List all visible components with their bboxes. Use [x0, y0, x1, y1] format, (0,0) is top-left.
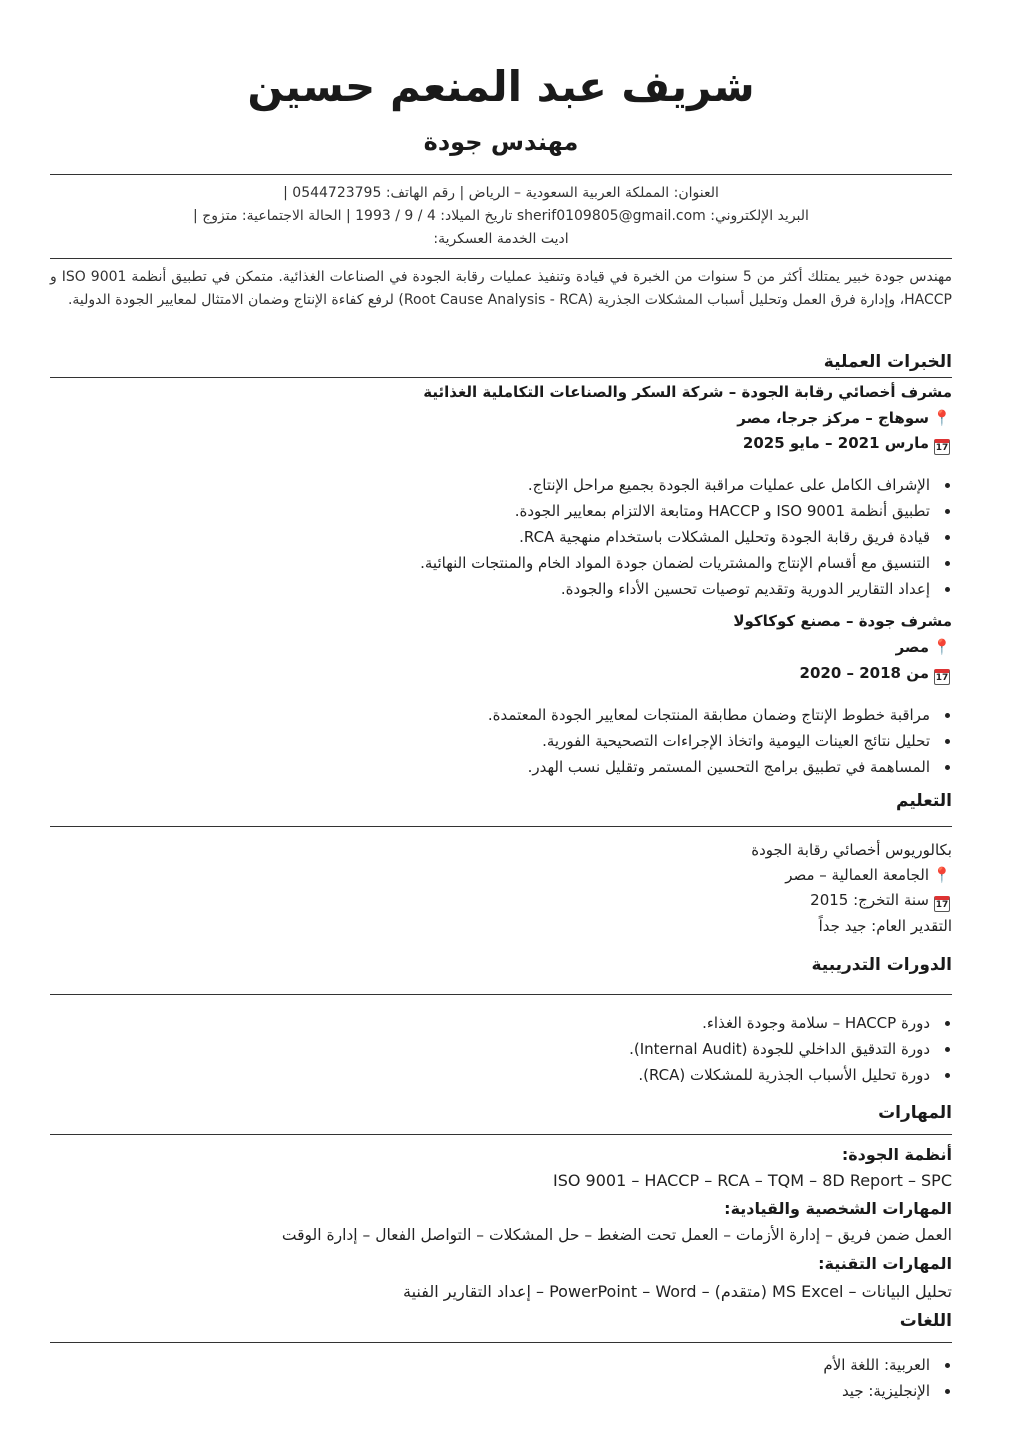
calendar-icon: 17: [932, 891, 952, 912]
skills-divider: [50, 1134, 952, 1135]
skills-quality-label: أنظمة الجودة:: [841, 1145, 952, 1164]
contact-divider: [50, 258, 952, 259]
candidate-job-title: مهندس جودة: [423, 128, 579, 156]
education-graduation: سنة التخرج: 2015: [810, 891, 929, 909]
job-1-duties: [420, 472, 952, 602]
education-divider: [50, 826, 952, 827]
professional-summary: مهندس جودة خبير يمتلك أكثر من 5 سنوات من الخبرة في قيادة وتنفيذ عمليات رقابة الجودة في الصناعات الغذائية. متمكن في تطبيق أنظمة ISO 9001 و HACCP، وإدارة فرق العمل وتحليل أسباب المشكلات الجذرية (Root Cause Analysis - RCA) لرفع كفاءة الإنتاج وضمان الامتثال لمعايير الجودة الدولية.: [50, 269, 952, 308]
skills-personal-value: العمل ضمن فريق – إدارة الأزمات – العمل تحت الضغط – حل المشكلات – التواصل الفعال – إدارة الوقت: [281, 1226, 952, 1244]
resume-page: [50, 0, 952, 1448]
contact-line-1: العنوان: المملكة العربية السعودية – الرياض | رقم الهاتف: 0544723795 |: [283, 185, 719, 201]
job-2-period: من 2018 – 2020: [799, 664, 929, 682]
job-2-location: مصر: [895, 638, 929, 656]
experience-divider: [50, 377, 952, 378]
education-grade: التقدير العام: جيد جداً: [818, 917, 952, 935]
skills-heading: المهارات: [878, 1103, 952, 1123]
job-1-location: سوهاج – مركز جرجا، مصر: [737, 409, 929, 427]
job-1-period-row: [743, 434, 952, 455]
education-degree: بكالوريوس أخصائي رقابة الجودة: [751, 841, 952, 859]
education-university: الجامعة العمالية – مصر: [785, 866, 929, 884]
job-2-location-row: [896, 638, 952, 656]
job-1-period: مارس 2021 – مايو 2025: [742, 434, 929, 452]
job-1-location-row: [737, 409, 952, 427]
list-item: • تطبيق أنظمة ISO 9001 و HACCP ومتابعة الالتزام بمعايير الجودة.: [420, 498, 934, 524]
list-item: • تحليل نتائج العينات اليومية واتخاذ الإجراءات التصحيحية الفورية.: [488, 728, 934, 754]
education-university-row: [785, 866, 952, 884]
list-item: • الإنجليزية: جيد: [823, 1378, 934, 1404]
list-item: • الإشراف الكامل على عمليات مراقبة الجودة بجميع مراحل الإنتاج.: [420, 472, 934, 498]
list-item: • دورة تحليل الأسباب الجذرية للمشكلات (RCA).: [629, 1062, 934, 1088]
pin-icon: 📍: [932, 409, 952, 427]
pin-icon: 📍: [932, 866, 952, 884]
list-item: • المساهمة في تطبيق برامج التحسين المستمر وتقليل نسب الهدر.: [488, 754, 934, 780]
list-item: • دورة HACCP – سلامة وجودة الغذاء.: [629, 1010, 934, 1036]
list-item: • مراقبة خطوط الإنتاج وضمان مطابقة المنتجات لمعايير الجودة المعتمدة.: [488, 702, 934, 728]
contact-info: [50, 182, 952, 251]
skills-personal-label: المهارات الشخصية والقيادية:: [724, 1199, 952, 1218]
experience-heading: الخبرات العملية: [823, 352, 952, 372]
education-graduation-row: [810, 891, 952, 912]
job-1-title: مشرف أخصائي رقابة الجودة – شركة السكر والصناعات التكاملية الغذائية: [423, 383, 952, 401]
candidate-name: شريف عبد المنعم حسين: [247, 62, 755, 111]
job-2-title: مشرف جودة – مصنع كوكاكولا: [733, 612, 952, 630]
languages-divider: [50, 1342, 952, 1343]
list-item: • التنسيق مع أقسام الإنتاج والمشتريات لضمان جودة المواد الخام والمنتجات النهائية.: [420, 550, 934, 576]
skills-tech-label: المهارات التقنية:: [818, 1254, 952, 1273]
calendar-icon: 17: [932, 434, 952, 455]
pin-icon: 📍: [932, 638, 952, 656]
calendar-icon: 17: [932, 664, 952, 685]
list-item: • إعداد التقارير الدورية وتقديم توصيات تحسين الأداء والجودة.: [420, 576, 934, 602]
skills-tech-value: تحليل البيانات – MS Excel (متقدم) – PowerPoint – Word – إعداد التقارير الفنية: [403, 1282, 952, 1301]
languages-list: [823, 1352, 952, 1404]
header-divider: [50, 174, 952, 175]
list-item: • قيادة فريق رقابة الجودة وتحليل المشكلات باستخدام منهجية RCA.: [420, 524, 934, 550]
list-item: • دورة التدقيق الداخلي للجودة (Internal Audit).: [629, 1036, 934, 1062]
courses-list: [629, 1010, 952, 1088]
courses-divider: [50, 994, 952, 995]
list-item: • العربية: اللغة الأم: [823, 1352, 934, 1378]
job-2-period-row: [800, 664, 952, 685]
skills-quality-value: ISO 9001 – HACCP – RCA – TQM – 8D Report – SPC: [552, 1171, 952, 1190]
education-heading: التعليم: [896, 791, 952, 811]
languages-heading: اللغات: [899, 1311, 952, 1331]
contact-line-2: البريد الإلكتروني: sherif0109805@gmail.com تاريخ الميلاد: 4 / 9 / 1993 | الحالة الاجتماعية: متزوج |: [193, 208, 809, 224]
job-2-duties: [488, 702, 952, 780]
courses-heading: الدورات التدريبية: [811, 955, 952, 975]
contact-line-3: اديت الخدمة العسكرية:: [433, 231, 569, 247]
